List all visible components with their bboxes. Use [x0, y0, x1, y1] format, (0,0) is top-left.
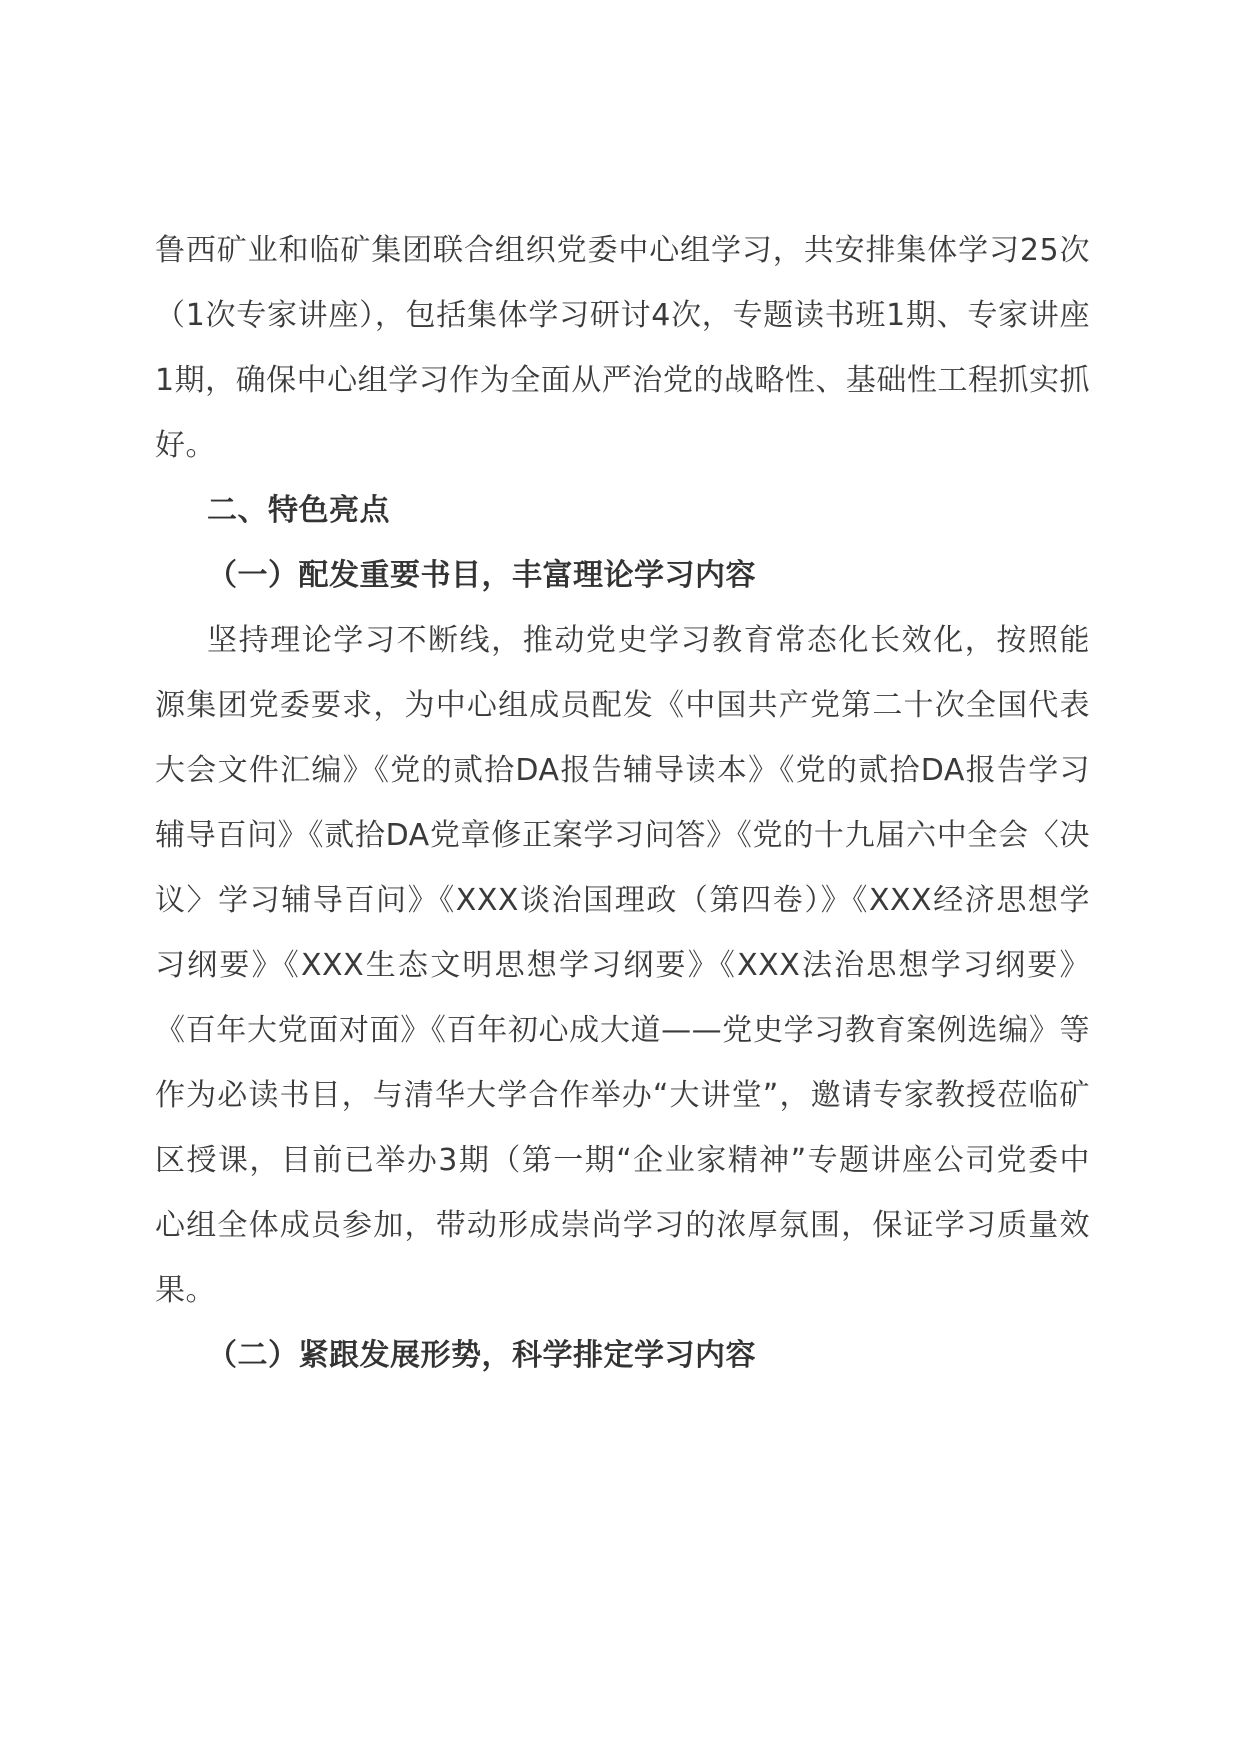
- subsection-heading-schedule: （二）紧跟发展形势，科学排定学习内容: [207, 1338, 756, 1373]
- section-heading-highlights: 二、特色亮点: [207, 493, 390, 528]
- document-body: [155, 218, 1090, 1388]
- subsection-heading-books: （一）配发重要书目，丰富理论学习内容: [207, 558, 756, 593]
- paragraph-study-summary: 鲁西矿业和临矿集团联合组织党委中心组学习，共安排集体学习25次（1次专家讲座），包括集体学习研讨4次，专题读书班1期、专家讲座1期，确保中心组学习作为全面从严治党的战略性、基础性工程抓实抓好。: [155, 233, 1090, 463]
- paragraph-book-list: 坚持理论学习不断线，推动党史学习教育常态化长效化，按照能源集团党委要求，为中心组成员配发《中国共产党第二十次全国代表大会文件汇编》《党的贰拾DA报告辅导读本》《党的贰拾DA报告学习辅导百问》《贰拾DA党章修正案学习问答》《党的十九届六中全会〈决议〉学习辅导百问》《XXX谈治国理政（第四卷）》《XXX经济思想学习纲要》《XXX生态文明思想学习纲要》《XXX法治思想学习纲要》《百年大党面对面》《百年初心成大道——党史学习教育案例选编》等作为必读书目，与清华大学合作举办“大讲堂”，邀请专家教授莅临矿区授课，目前已举办3期（第一期“企业家精神”专题讲座公司党委中心组全体成员参加，带动形成崇尚学习的浓厚氛围，保证学习质量效果。: [155, 623, 1090, 1308]
